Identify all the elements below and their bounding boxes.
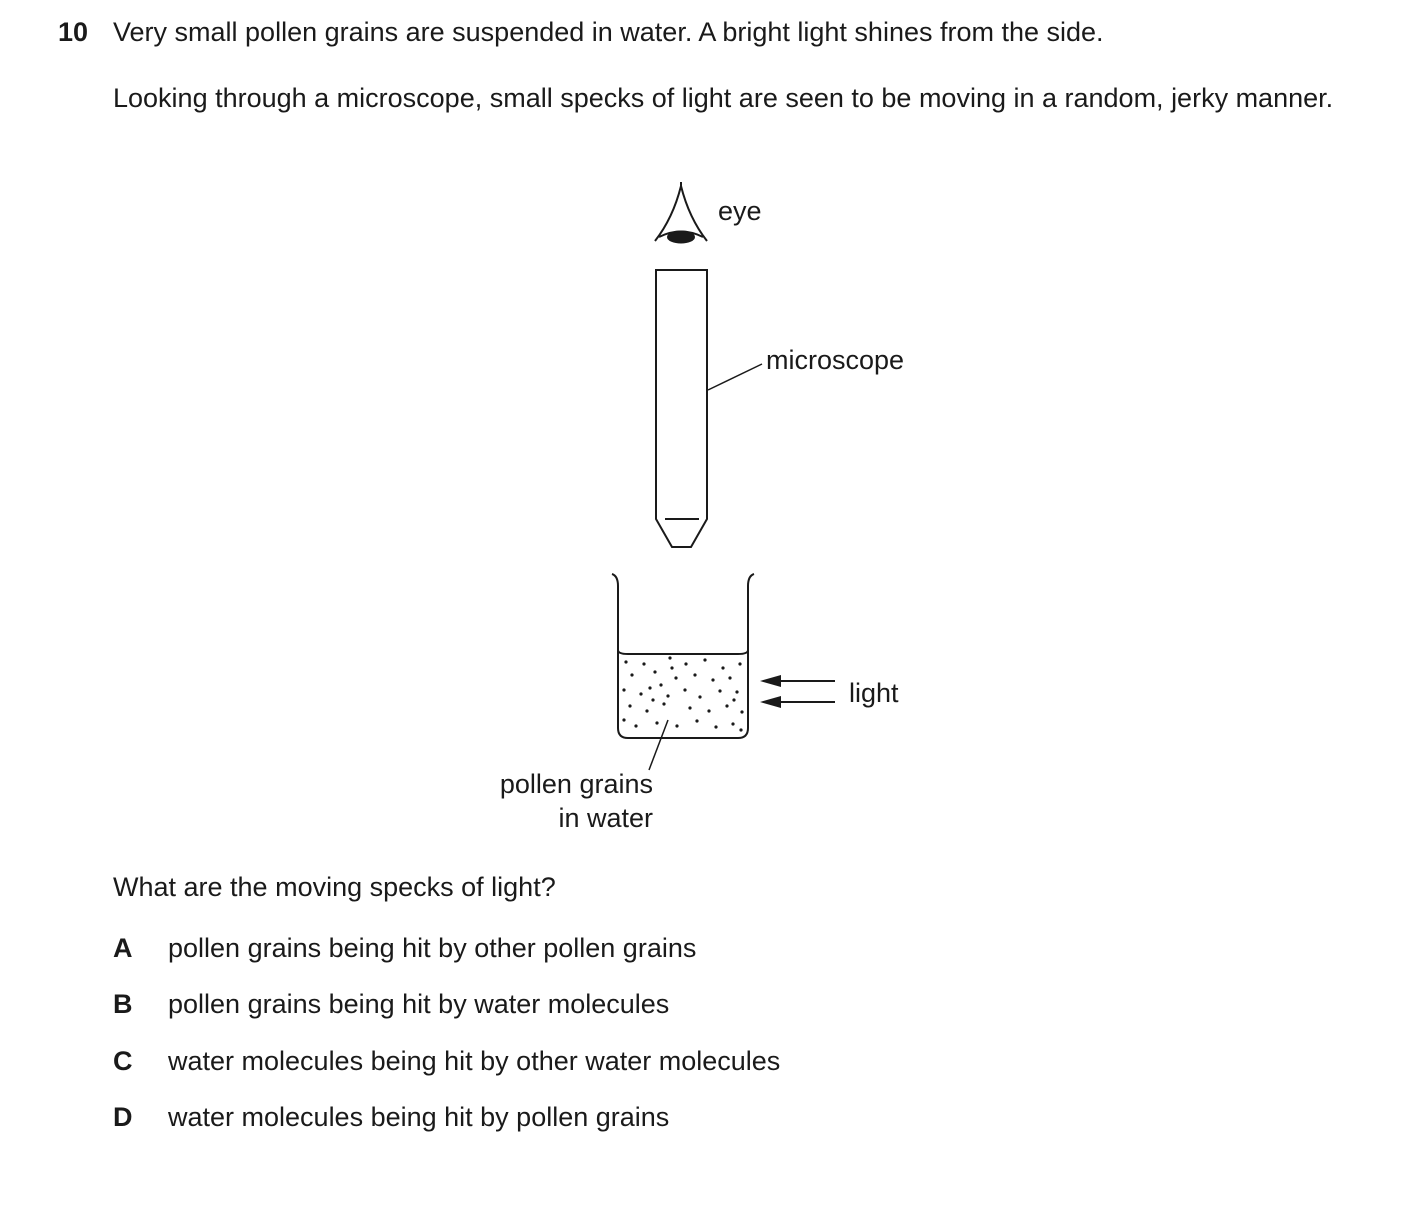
- microscope-label: microscope: [766, 345, 905, 375]
- option-letter: A: [113, 933, 133, 963]
- option-text: pollen grains being hit by other pollen grains: [168, 933, 697, 963]
- microscope-leader-line: [708, 364, 762, 390]
- question-intro-line-2: Looking through a microscope, small specks of light are seen to be moving in a random, jerky manner.: [113, 83, 1334, 113]
- microscope-tube: [656, 270, 707, 547]
- option-letter: D: [113, 1102, 133, 1132]
- option-letter: C: [113, 1046, 133, 1076]
- light-label: light: [849, 678, 899, 708]
- pollen-dots: [622, 656, 743, 731]
- pollen-label-line-2: in water: [558, 803, 653, 833]
- pollen-leader-line: [649, 720, 668, 770]
- eye-label: eye: [718, 196, 762, 226]
- option-text: water molecules being hit by pollen grains: [168, 1102, 670, 1132]
- question-number: 10: [58, 17, 89, 47]
- light-arrows: [760, 675, 835, 708]
- pollen-label-line-1: pollen grains: [499, 769, 653, 799]
- beaker: [612, 574, 754, 738]
- question-prompt: What are the moving specks of light?: [113, 872, 556, 902]
- eye-icon: [655, 182, 707, 243]
- option-text: water molecules being hit by other water molecules: [168, 1046, 781, 1076]
- option-letter: B: [113, 989, 133, 1019]
- option-text: pollen grains being hit by water molecules: [168, 989, 670, 1019]
- question-intro-line-1: Very small pollen grains are suspended in water. A bright light shines from the side.: [113, 17, 1104, 47]
